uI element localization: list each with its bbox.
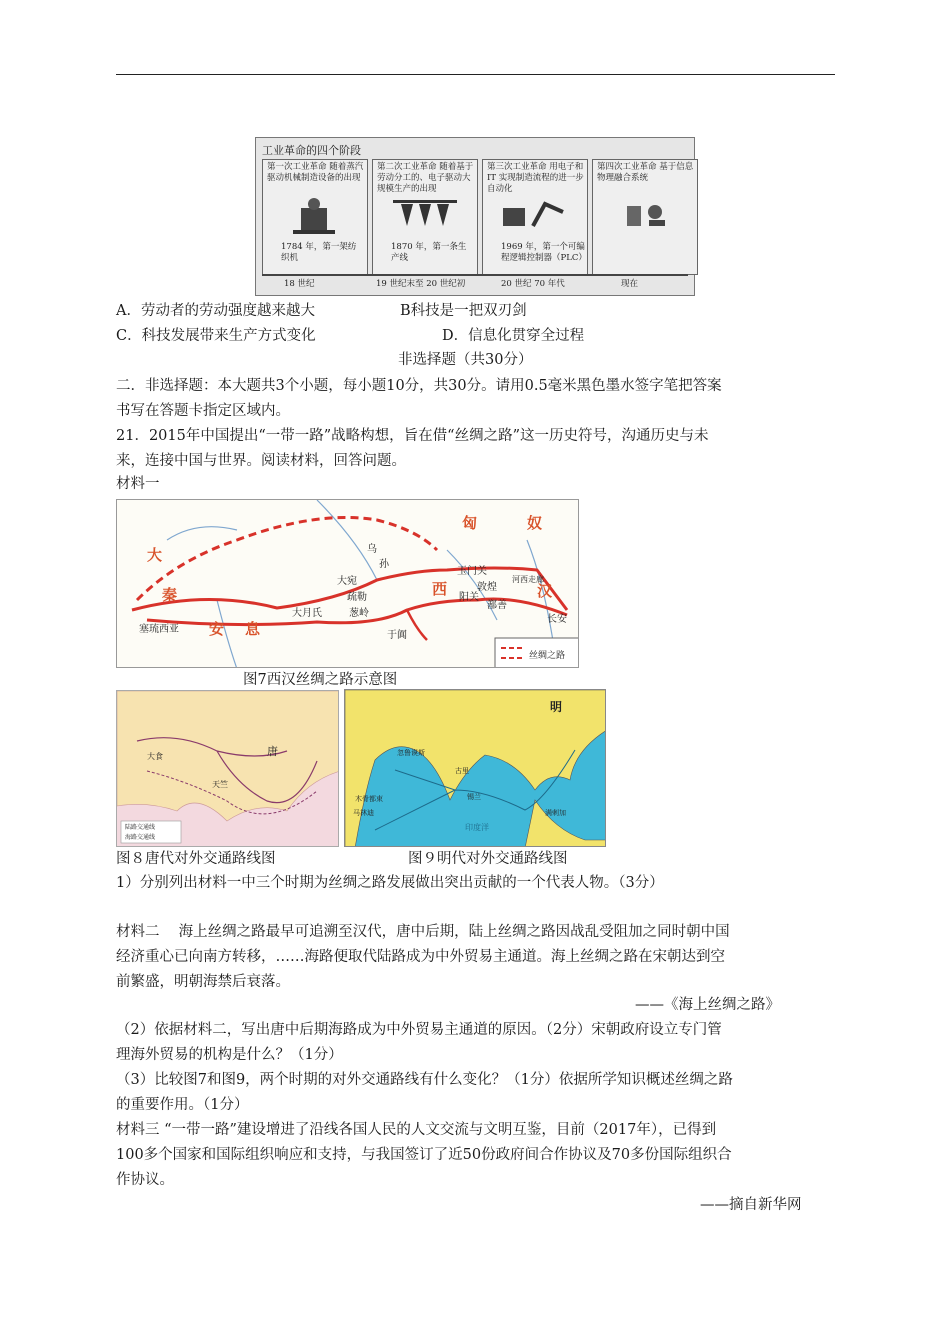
material3-line-2: 100多个国家和国际组织响应和支持，与我国签订了近50份政府间合作协议及70多份国际组织合	[116, 1147, 732, 1163]
option-d: D．信息化贯穿全过程	[442, 328, 585, 344]
fig7-caption: 图7西汉丝绸之路示意图	[243, 672, 398, 688]
question-2-line-2: 理海外贸易的机构是什么？（1分）	[116, 1047, 343, 1063]
material1-label: 材料一	[116, 476, 160, 492]
stage-4: 第四次工业革命 基于信息物理融合系统	[592, 159, 698, 275]
fig9-caption: 图９明代对外交通路线图	[408, 851, 568, 867]
robot-arm-icon	[483, 190, 587, 250]
timeline-axis	[262, 274, 688, 276]
question-1: 1）分别列出材料一中三个时期为丝绸之路发展做出突出贡献的一个代表人物。（3分）	[116, 875, 664, 891]
material3-source: ——摘自新华网	[700, 1197, 802, 1213]
question-3-line-2: 的重要作用。（1分）	[116, 1097, 249, 1113]
stage-3: 第三次工业革命 用电子和 IT 实现制造流程的进一步自动化 1969 年，第一个可编程逻辑控制器（PLC）	[482, 159, 588, 275]
question-3-line-1: （3）比较图7和图9，两个时期的对外交通路线有什么变化？（1分）依据所学知识概述丝绸之路	[116, 1072, 733, 1088]
option-a: A．劳动者的劳动强度越来越大	[116, 303, 315, 319]
option-c: C．科技发展带来生产方式变化	[116, 328, 316, 344]
question-2-line-1: （2）依据材料二，写出唐中后期海路成为中外贸易主通道的原因。（2分）宋朝政府设立专门管	[116, 1022, 722, 1038]
section-title: 非选择题（共30分）	[398, 352, 533, 368]
material2-line-2: 经济重心已向南方转移，……海路便取代陆路成为中外贸易主通道。海上丝绸之路在宋朝达到空	[116, 949, 725, 965]
tang-map: 唐 天竺 大食 陆路交通线 海路交通线	[116, 690, 339, 847]
industrial-revolution-figure: 工业革命的四个阶段 第一次工业革命 随着蒸汽驱动机械制造设备的出现 1784 年，第一架纺织机 第二次工业革命 随着基于劳动分工的、电子驱动大规模生产的出现 1870 年，第一条生产线 第三次工业革命 用电子和 IT 实现制造流程的进一步自动化 1969 年，第一个可编程逻辑控制器（PLC） 第四次工业革命 基于信息物理融合系统 18 世纪 19 世纪末至 20 世纪初 20 世纪 70 年代 现在	[255, 137, 695, 296]
production-line-icon	[373, 190, 477, 250]
option-b: B科技是一把双刃剑	[400, 303, 527, 319]
stage-1: 第一次工业革命 随着蒸汽驱动机械制造设备的出现 1784 年，第一架纺织机	[262, 159, 368, 275]
material2-line-3: 前繁盛，明朝海禁后衰落。	[116, 974, 290, 990]
figure-title: 工业革命的四个阶段	[262, 144, 361, 157]
material3-line-1: 材料三 “一带一路”建设增进了沿线各国人民的人文交流与文明互鉴，目前（2017年），已得到	[116, 1122, 717, 1138]
material2-line-1: 材料二 海上丝绸之路最早可追溯至汉代，唐中后期，陆上丝绸之路因战乱受阻加之同时朝中国	[116, 924, 730, 940]
material3-line-3: 作协议。	[116, 1172, 174, 1188]
silk-road-map: 匈 奴 乌 孙 大宛 玉门关 敦煌 阳关 河西走廊 汉 长安 大 秦 塞琉西亚 安 息 西 疏勒 葱岭 大月氏 于阗 鄯善 丝绸之路	[116, 499, 579, 668]
q21-intro-2: 来，连接中国与世界。阅读材料，回答问题。	[116, 453, 406, 469]
ming-map: 明 古里 忽鲁谟斯 锡兰 木骨都束 马林迪 满剌加 印度洋	[344, 689, 606, 847]
stage-2: 第二次工业革命 随着基于劳动分工的、电子驱动大规模生产的出现 1870 年，第一条生产线	[372, 159, 478, 275]
section-intro-1: 二．非选择题：本大题共3个小题，每小题10分，共30分。请用0.5毫米黑色墨水签字笔把答案	[116, 378, 722, 394]
header-rule	[116, 74, 835, 75]
q21-intro-1: 21．2015年中国提出“一带一路”战略构想，旨在借“丝绸之路”这一历史符号，沟通历史与未	[116, 428, 709, 444]
section-intro-2: 书写在答题卡指定区域内。	[116, 403, 290, 419]
cyber-physical-icon	[593, 190, 697, 250]
loom-icon	[263, 190, 367, 250]
material2-source: ——《海上丝绸之路》	[635, 997, 780, 1013]
map-legend: 丝绸之路	[529, 651, 566, 661]
fig8-caption: 图８唐代对外交通路线图	[116, 851, 276, 867]
